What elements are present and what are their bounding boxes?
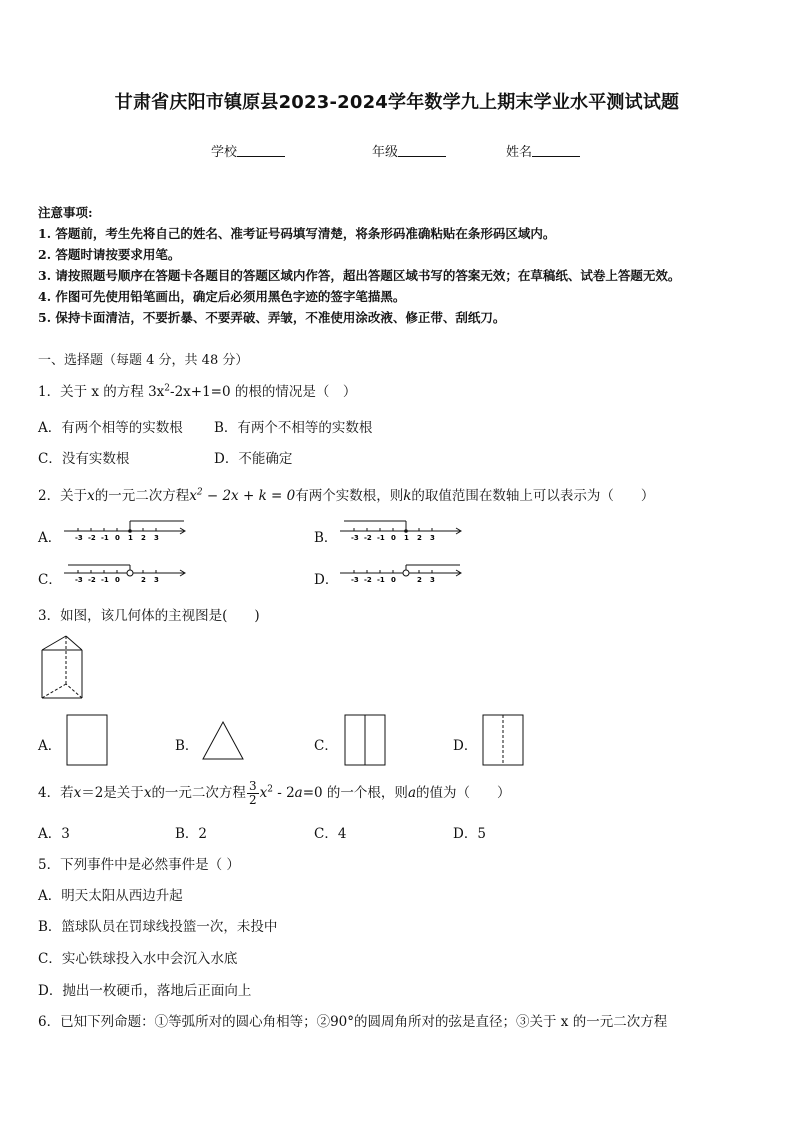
tick-label: -1	[101, 534, 109, 542]
tick-label: -1	[377, 534, 385, 542]
tick-label: -2	[88, 534, 96, 542]
name-field[interactable]	[506, 141, 580, 160]
notice-item: 2. 答题时请按要求用笔。	[38, 247, 181, 262]
q3-label-b[interactable]: B．	[175, 738, 199, 754]
name-label: 姓名	[506, 145, 533, 160]
q2-text: 的一元二次方程	[94, 488, 190, 504]
tick-label: 3	[430, 576, 435, 584]
q1-post: -2x+1=0 的根的情况是（ ）	[170, 384, 357, 400]
q3-label-d[interactable]: D．	[453, 738, 478, 754]
q5-option-b[interactable]: B．篮球队员在罚球线投篮一次，未投中	[38, 919, 278, 935]
tick-label: 3	[154, 534, 159, 542]
number-line-a[interactable]	[60, 518, 190, 544]
grade-field[interactable]	[372, 141, 446, 160]
tick-label: 1	[404, 534, 409, 542]
q2-text: 有两个实数根，则	[295, 488, 404, 504]
tick-label: -2	[364, 576, 372, 584]
q4-option-a[interactable]: A．3	[38, 826, 70, 842]
number-line-b[interactable]	[336, 518, 466, 544]
tick-label: 2	[141, 576, 146, 584]
tick-label: -3	[75, 576, 83, 584]
tick-label: -2	[364, 534, 372, 542]
q2-text: 2．关于	[38, 488, 88, 504]
q1-option-a[interactable]: A．有两个相等的实数根	[38, 420, 183, 436]
q2-label-a[interactable]: A．	[38, 530, 62, 546]
notice-item: 4. 作图可先使用铅笔画出，确定后必须用黑色字迹的签字笔描黑。	[38, 289, 406, 304]
q2-text: 的取值范围在数轴上可以表示为（ ）	[411, 488, 655, 504]
tick-label: 0	[391, 576, 396, 584]
tick-label: 2	[417, 534, 422, 542]
q5-option-a[interactable]: A．明天太阳从西边升起	[38, 888, 183, 904]
grade-label: 年级	[372, 145, 399, 160]
tick-label: -1	[101, 576, 109, 584]
tick-label: -3	[351, 534, 359, 542]
prism-figure	[38, 632, 88, 704]
number-line-c[interactable]	[60, 560, 190, 586]
q2-equation: $x^2 - 2x + k = 0$	[189, 487, 296, 504]
q3-option-c-shape[interactable]	[344, 714, 388, 768]
tick-label: 0	[115, 576, 120, 584]
q3-option-a-shape[interactable]	[66, 714, 110, 768]
question-3-stem: 3．如图，该几何体的主视图是( )	[38, 608, 260, 624]
page-title: 甘肃省庆阳市镇原县2023-2024学年数学九上期末学业水平测试试题	[114, 92, 680, 113]
q3-option-b-shape[interactable]	[202, 720, 246, 762]
tick-label: 0	[115, 534, 120, 542]
question-4-stem: 4．若x＝2是关于x的一元二次方程 $\frac{3}{2}$ $x^2 - 2a=0$ 的一个根，则a的值为（ ）	[38, 779, 511, 807]
notice-item: 3. 请按照题号顺序在答题卡各题目的答题区域内作答，超出答题区域书写的答案无效；在草稿纸、试卷上答题无效。	[38, 268, 681, 283]
school-blank[interactable]	[237, 144, 285, 157]
tick-label: 2	[141, 534, 146, 542]
fraction: $\frac{3}{2}$	[248, 779, 257, 807]
q4-option-b[interactable]: B．2	[175, 826, 208, 842]
school-field[interactable]	[211, 141, 285, 160]
section-heading: 一、选择题（每题 4 分，共 48 分）	[38, 353, 249, 368]
question-1-stem	[38, 380, 356, 400]
q2-label-b[interactable]: B．	[314, 530, 338, 546]
name-blank[interactable]	[532, 144, 580, 157]
question-6-stem: 6．已知下列命题：①等弧所对的圆心角相等；②90°的圆周角所对的弦是直径；③关于 x 的一元二次方程	[38, 1014, 668, 1030]
question-5-stem: 5．下列事件中是必然事件是（ ）	[38, 857, 240, 873]
notice-item: 1. 答题前，考生先将自己的姓名、准考证号码填写清楚，将条形码准确粘贴在条形码区域内。	[38, 226, 556, 241]
question-2-stem	[38, 484, 654, 504]
q2-label-d[interactable]: D．	[314, 572, 339, 588]
number-line-d[interactable]	[336, 560, 466, 586]
q1-option-d[interactable]: D．不能确定	[214, 451, 293, 467]
q5-option-c[interactable]: C．实心铁球投入水中会沉入水底	[38, 951, 238, 967]
tick-label: -3	[75, 534, 83, 542]
tick-label: -3	[351, 576, 359, 584]
school-label: 学校	[211, 145, 238, 160]
q1-sup: 2	[164, 383, 171, 394]
notice-item: 5. 保持卡面清洁，不要折暴、不要弄破、弄皱，不准使用涂改液、修正带、刮纸刀。	[38, 310, 506, 325]
q2-label-c[interactable]: C．	[38, 572, 62, 588]
q5-option-d[interactable]: D．抛出一枚硬币，落地后正面向上	[38, 983, 252, 999]
q3-option-d-shape[interactable]	[482, 714, 526, 768]
tick-label: 1	[128, 534, 133, 542]
tick-label: 3	[154, 576, 159, 584]
q2-var: k	[403, 488, 412, 504]
q4-option-c[interactable]: C．4	[314, 826, 347, 842]
tick-label: 2	[417, 576, 422, 584]
q2-var: x	[87, 488, 95, 504]
q1-option-b[interactable]: B．有两个不相等的实数根	[214, 420, 373, 436]
q3-label-a[interactable]: A．	[38, 738, 62, 754]
tick-label: -1	[377, 576, 385, 584]
q1-option-c[interactable]: C．没有实数根	[38, 451, 130, 467]
grade-blank[interactable]	[398, 144, 446, 157]
tick-label: -2	[88, 576, 96, 584]
notice-heading: 注意事项:	[38, 205, 93, 220]
tick-label: 3	[430, 534, 435, 542]
q4-option-d[interactable]: D．5	[453, 826, 486, 842]
q3-label-c[interactable]: C．	[314, 738, 338, 754]
tick-label: 0	[391, 534, 396, 542]
q1-pre: 1．关于 x 的方程 3x	[38, 384, 165, 400]
